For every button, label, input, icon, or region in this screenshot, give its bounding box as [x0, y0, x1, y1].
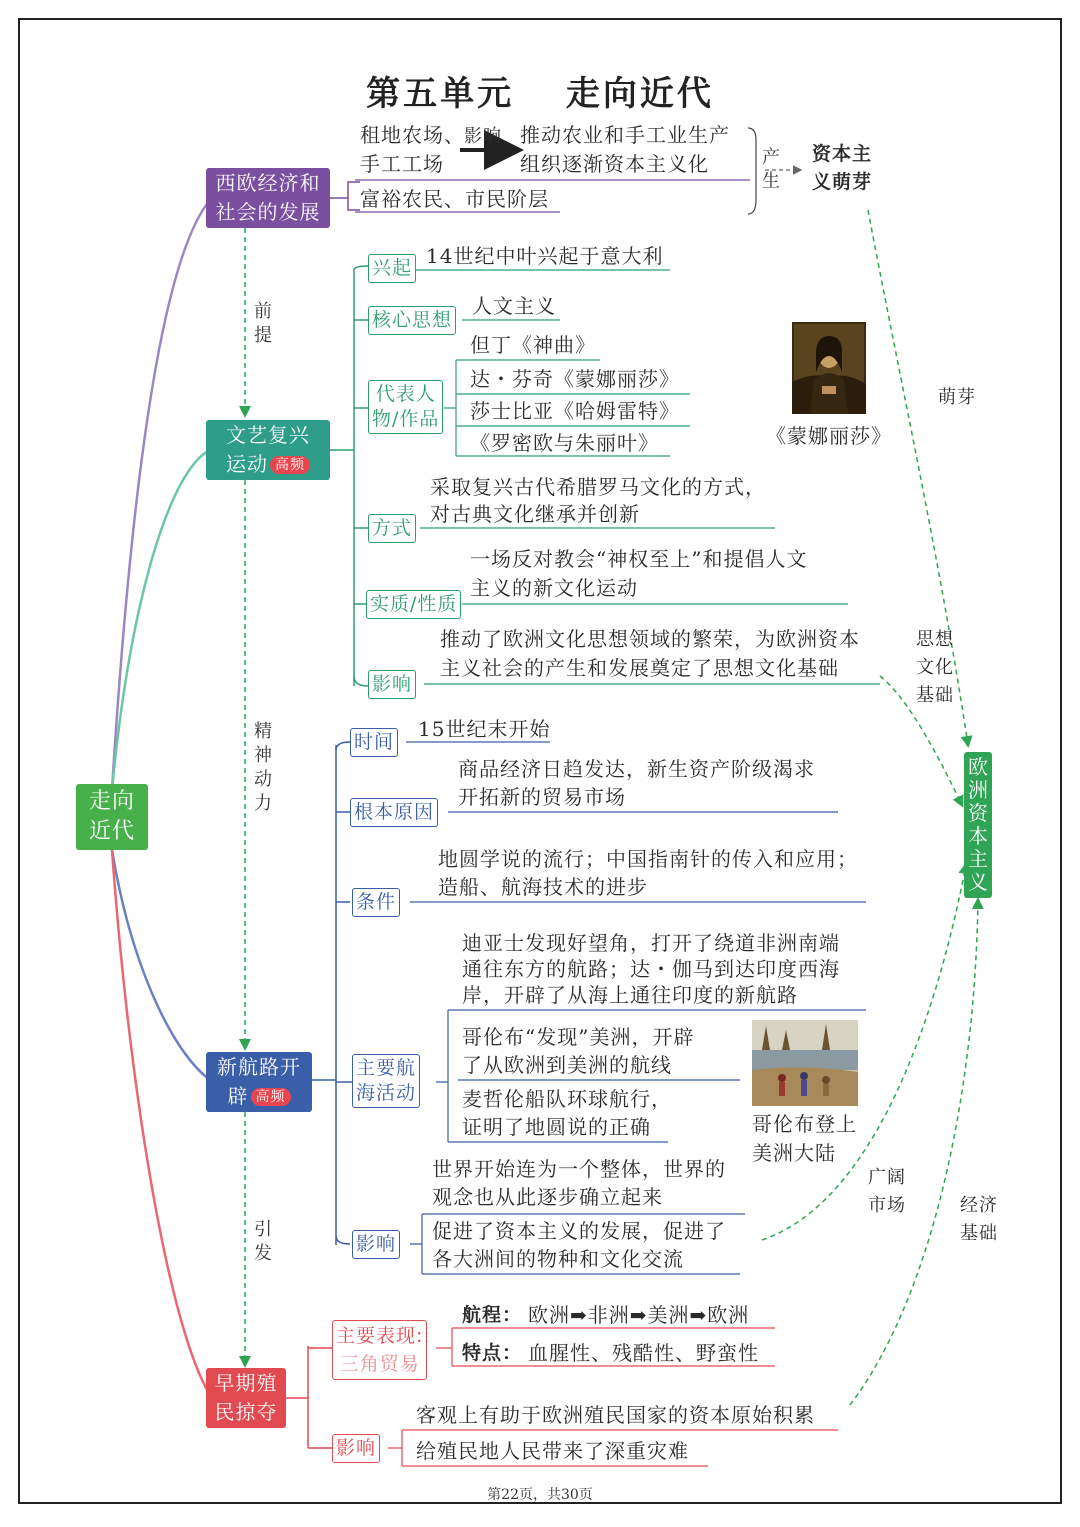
col-impact-1: 客观上有助于欧洲殖民国家的资本原始积累 [416, 1403, 815, 1427]
route-node [206, 1052, 312, 1112]
culture-base-label: 思想 文化 基础 [916, 629, 954, 706]
ren-method-2: 对古典文化继承并创新 [430, 502, 640, 526]
colonial-node: 早期殖 民掠夺 [206, 1368, 286, 1428]
route-title-2: 辟 [227, 1084, 249, 1108]
mona-lisa-image [792, 322, 866, 414]
hot-badge-2: 高频 [251, 1088, 291, 1106]
route-title-1: 新航路开 [217, 1055, 301, 1079]
ren-label-nature: 实质/性质 [366, 590, 461, 619]
market-label: 广阔 市场 [868, 1167, 906, 1216]
ren-impact-1: 推动了欧洲文化思想领域的繁荣，为欧洲资本 [440, 627, 860, 651]
west-effect-1: 推动农业和手工业生产 [520, 123, 730, 147]
mona-lisa-caption: 《蒙娜丽莎》 [766, 424, 892, 448]
ren-nature-2: 主义的新文化运动 [470, 576, 638, 600]
ren-work-1: 但丁《神曲》 [470, 333, 596, 357]
colonial-label-main-1: 主要表现: [336, 1325, 424, 1347]
premise-label: 前 提 [254, 301, 272, 346]
col-route-key: 航程： [462, 1304, 523, 1326]
page-footer: 第22页，共30页 [487, 1487, 593, 1503]
colonial-label-main-2: 三角贸易 [339, 1353, 420, 1375]
west-text-1: 租地农场、 [360, 123, 465, 147]
colonial-label-main [332, 1320, 427, 1380]
col-impact-2: 给殖民地人民带来了深重灾难 [416, 1439, 689, 1463]
root-node: 走向 近代 [76, 784, 148, 850]
influence-label: 影响 [464, 126, 502, 147]
route-label-time: 时间 [350, 728, 398, 757]
ren-work-3: 莎士比亚《哈姆雷特》 [470, 399, 680, 423]
west-text-2: 手工工场 [360, 152, 444, 176]
route-label-condition: 条件 [352, 888, 400, 917]
ren-label-core: 核心思想 [368, 306, 456, 335]
route-cond-1: 地圆学说的流行；中国指南针的传入和应用； [438, 847, 858, 871]
ren-method-1: 采取复兴古代希腊罗马文化的方式， [430, 475, 766, 499]
voyage-dias-3: 岸，开辟了从海上通往印度的新航路 [462, 983, 798, 1007]
voyage-dias-2: 通往东方的航路；达・伽马到达印度西海 [462, 957, 840, 981]
columbus-landing-image [752, 1020, 858, 1106]
capitalism-node [964, 752, 992, 898]
columbus-caption: 哥伦布登上 美洲大陆 [752, 1112, 857, 1165]
ren-label-figures: 代表人 物/作品 [368, 380, 443, 434]
col-route-val: 欧洲➡非洲➡美洲➡欧洲 [528, 1303, 750, 1327]
route-label-cause: 根本原因 [350, 798, 438, 827]
route-impact-1a: 世界开始连为一个整体，世界的 [432, 1157, 726, 1181]
produce-label: 产 生 [762, 147, 780, 192]
ren-nature-1: 一场反对教会“神权至上”和提倡人文 [470, 547, 808, 571]
sprout-link-label: 萌芽 [938, 387, 976, 408]
hot-badge: 高频 [270, 456, 310, 474]
col-feat-key: 特点： [462, 1342, 523, 1364]
route-cause-1: 商品经济日趋发达，新生资产阶级渴求 [458, 757, 815, 781]
renaissance-title-2: 运动 [226, 452, 268, 476]
route-cond-2: 造船、航海技术的进步 [438, 875, 648, 899]
economic-base-label: 经济 基础 [960, 1195, 998, 1244]
capitalism-sprout: 资本主 义萌芽 [812, 143, 873, 193]
ren-core: 人文主义 [472, 294, 556, 318]
route-impact-2b: 各大洲间的物种和文化交流 [432, 1247, 684, 1271]
west-classes: 富裕农民、市民阶层 [360, 187, 549, 211]
route-cause-2: 开拓新的贸易市场 [458, 785, 626, 809]
voyage-magellan-1: 麦哲伦船队环球航行， [462, 1087, 672, 1111]
route-time: 15世纪末开始 [418, 717, 551, 741]
route-label-voyages: 主要航 海活动 [352, 1054, 420, 1108]
page-title: 第五单元 走向近代 [366, 74, 714, 114]
route-label-impact: 影响 [352, 1230, 400, 1259]
west-effect-2: 组织逐渐资本主义化 [520, 152, 709, 176]
renaissance-node [206, 420, 330, 480]
voyage-columbus-2: 了从欧洲到美洲的航线 [462, 1053, 672, 1077]
ren-work-2: 达・芬奇《蒙娜丽莎》 [470, 367, 680, 391]
trigger-label: 引 发 [254, 1219, 272, 1264]
voyage-dias-1: 迪亚士发现好望角，打开了绕道非洲南端 [462, 931, 840, 955]
colonial-label-impact: 影响 [332, 1434, 380, 1463]
voyage-columbus-1: 哥伦布“发现”美洲，开辟 [462, 1025, 695, 1049]
route-impact-1b: 观念也从此逐步确立起来 [432, 1185, 663, 1209]
ren-rise: 14世纪中叶兴起于意大利 [426, 244, 664, 268]
ren-label-impact: 影响 [368, 670, 416, 699]
renaissance-title-1: 文艺复兴 [226, 423, 310, 447]
west-node: 西欧经济和 社会的发展 [206, 168, 330, 228]
spirit-label: 精 神 动 力 [254, 721, 272, 814]
route-impact-2a: 促进了资本主义的发展，促进了 [432, 1219, 726, 1243]
ren-label-rise: 兴起 [368, 254, 416, 283]
col-feat-val: 血腥性、残酷性、野蛮性 [528, 1341, 759, 1365]
capitalism-text: 欧洲资本主义 [968, 755, 988, 894]
voyage-magellan-2: 证明了地圆说的正确 [462, 1115, 651, 1139]
ren-impact-2: 主义社会的产生和发展奠定了思想文化基础 [440, 656, 839, 680]
ren-label-method: 方式 [368, 514, 416, 543]
ren-work-4: 《罗密欧与朱丽叶》 [470, 431, 659, 455]
